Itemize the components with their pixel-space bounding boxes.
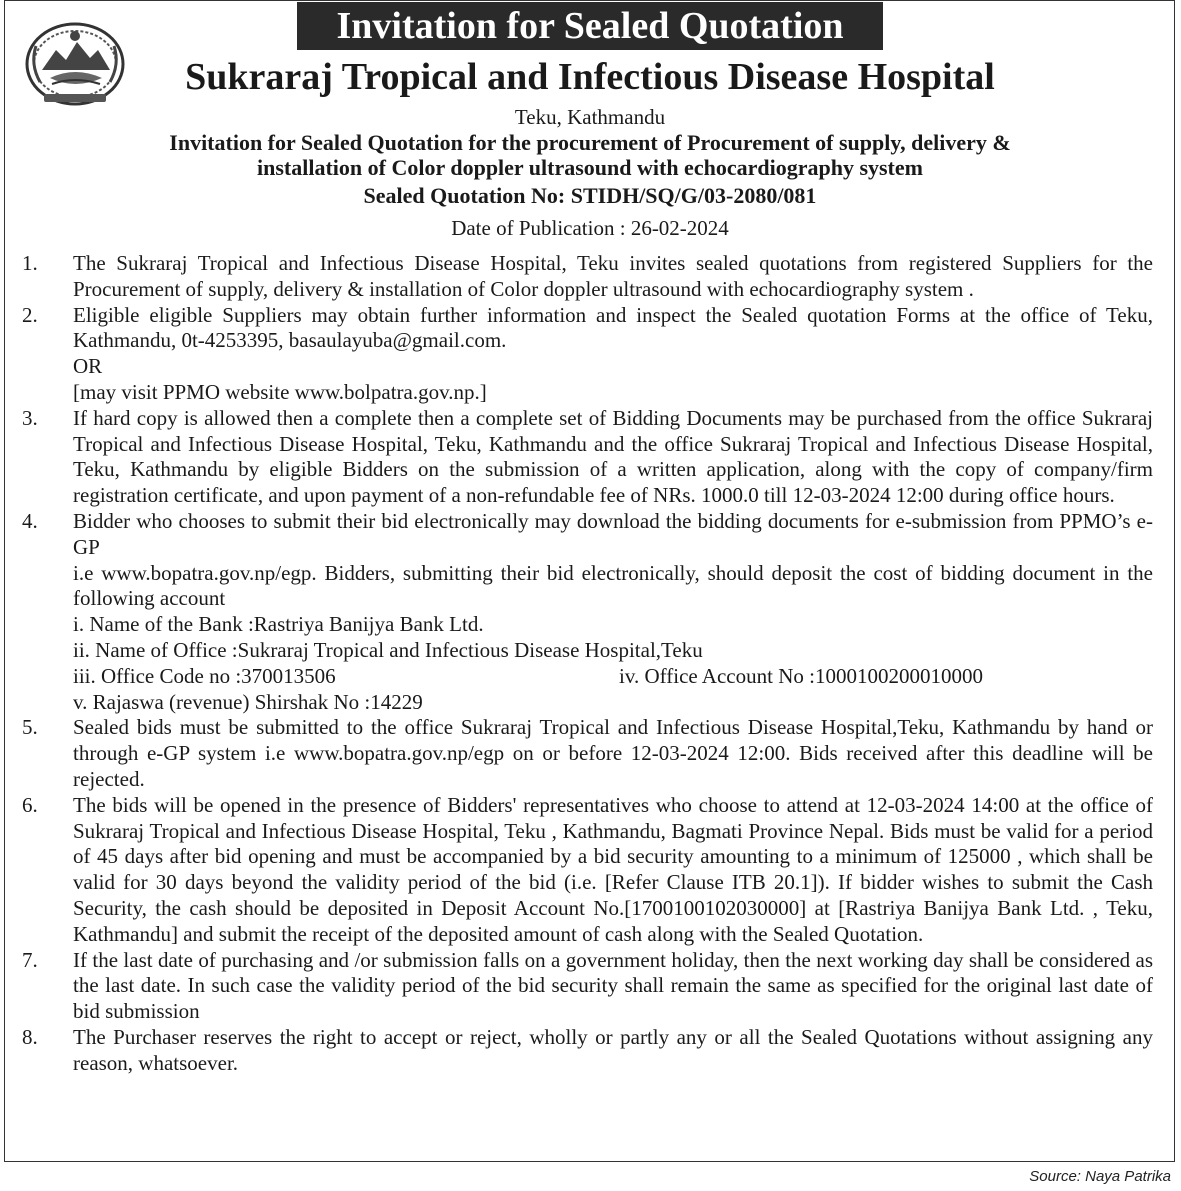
office-name: ii. Name of Office :Sukraraj Tropical and Infectious Disease Hospital,Teku: [73, 637, 703, 662]
item-number: 6.: [22, 792, 38, 817]
item-body: [73, 303, 1153, 406]
item-text: If the last date of purchasing and /or submission falls on a government holiday, then the next working day shall be considered as the last date. In such case the validity period of the bid security shall remain the same as specified for the original last date of bid submission: [73, 947, 1153, 1024]
item-text: The bids will be opened in the presence of Bidders' representatives who choose to attend at 12-03-2024 14:00 at the office of Sukraraj Tropical and Infectious Disease Hospital, Teku , Kathmandu, Bagmati Province Nepal. Bids must be valid for a period of 45 days after bid opening and must be accompanied by a bid security amounting to a minimum of 125000 , which shall be valid for 30 days beyond the validity period of the bid (i.e. [Refer Clause ITB 20.1]). If bidder wishes to submit the Cash Security, the cash should be deposited in Deposit Account No.[1700100102030000] at [Rastriya Banijya Bank Ltd. , Teku, Kathmandu] and submit the receipt of the deposited amount of cash along with the Sealed Quotation.: [73, 792, 1153, 946]
subject-line-1: Invitation for Sealed Quotation for the procurement of Procurement of supply, delivery &: [169, 130, 1011, 155]
item-text: Sealed bids must be submitted to the office Sukraraj Tropical and Infectious Disease Hospital,Teku, Kathmandu by hand or through e-GP system i.e www.bopatra.gov.np/egp on or before 12-03-2024 12:00. Bids received after this deadline will be rejected.: [73, 715, 1153, 791]
bank-name: i. Name of the Bank :Rastriya Banijya Bank Ltd.: [73, 612, 484, 637]
list-item: [22, 948, 1153, 1025]
list-item: [22, 793, 1153, 948]
item-text: If hard copy is allowed then a complete then a complete set of Bidding Documents may be purchased from the office Sukraraj Tropical and Infectious Disease Hospital, Teku, Kathmandu and the office Sukraraj Tropical and Infectious Disease Hospital, Teku, Kathmandu by eligible Bidders on the submission of a written application, along with the copy of company/firm registration certificate, and upon payment of a non-refundable fee of NRs. 1000.0 till 12-03-2024 12:00 during office hours.: [73, 405, 1153, 508]
list-item: [22, 509, 1153, 715]
notice-items: [22, 251, 1153, 1077]
item-text: The Sukraraj Tropical and Infectious Disease Hospital, Teku invites sealed quotations from registered Suppliers for the Procurement of supply, delivery & installation of Color doppler ultrasound with echocardiography system .: [73, 251, 1153, 301]
list-item: [22, 406, 1153, 509]
office-account-number: iv. Office Account No :1000100200010000: [619, 663, 983, 688]
source-credit: Source: Naya Patrika: [1029, 1168, 1171, 1185]
list-item: [22, 303, 1153, 406]
item-text: The Purchaser reserves the right to accept or reject, wholly or partly any or all the Sealed Quotations without assigning any reason, whatsoever.: [73, 1024, 1153, 1075]
item-number: 5.: [22, 715, 38, 740]
item-number: 8.: [22, 1024, 38, 1049]
item-text-continued: i.e www.bopatra.gov.np/egp. Bidders, submitting their bid electronically, should deposit the cost of bidding document in the following account: [73, 560, 1153, 611]
list-item: [22, 251, 1153, 303]
notice-banner: Invitation for Sealed Quotation: [297, 2, 883, 50]
nepal-government-emblem-icon: [22, 18, 128, 108]
subject-line-2: installation of Color doppler ultrasound with echocardiography system: [257, 155, 923, 180]
item-text: Eligible eligible Suppliers may obtain further information and inspect the Sealed quotation Forms at the office of Teku, Kathmandu, 0t-4253395, basaulayuba@gmail.com.: [73, 302, 1153, 353]
revenue-heading-number: v. Rajaswa (revenue) Shirshak No :14229: [73, 689, 423, 714]
item-number: 4.: [22, 508, 38, 533]
list-item: [22, 715, 1153, 792]
item-number: 3.: [22, 405, 38, 430]
publication-date: Date of Publication : 26-02-2024: [451, 216, 729, 240]
item-or: OR: [73, 354, 103, 379]
item-text: Bidder who chooses to submit their bid electronically may download the bidding documents for e-submission from PPMO’s e-GP: [73, 508, 1153, 559]
notice-subject: [40, 130, 1140, 180]
item-body: [73, 509, 1153, 715]
hospital-location: Teku, Kathmandu: [514, 105, 666, 129]
item-number: 1.: [22, 251, 38, 275]
item-number: 2.: [22, 302, 38, 327]
account-codes-row: [73, 664, 1153, 690]
hospital-name: Sukraraj Tropical and Infectious Disease Hospital: [185, 56, 995, 98]
office-code: iii. Office Code no :370013506: [73, 663, 336, 688]
quotation-number: Sealed Quotation No: STIDH/SQ/G/03-2080/081: [363, 183, 817, 208]
item-number: 7.: [22, 947, 38, 972]
item-visit-website: [may visit PPMO website www.bolpatra.gov.np.]: [73, 379, 487, 404]
list-item: [22, 1025, 1153, 1077]
